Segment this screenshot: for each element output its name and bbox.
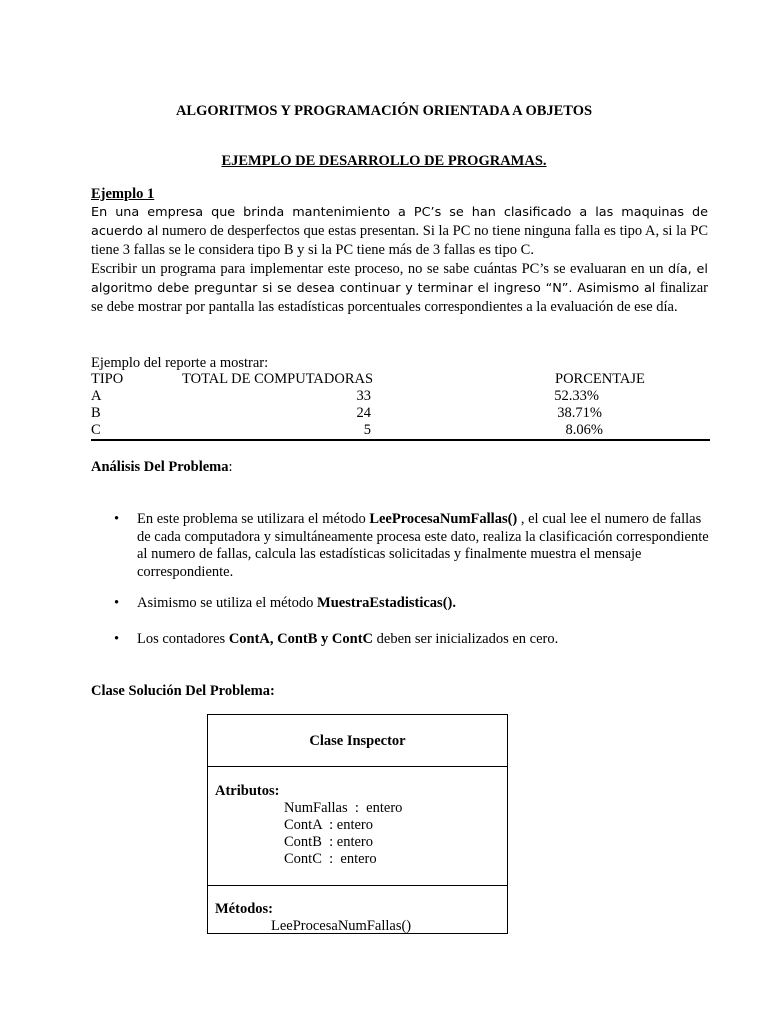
attribute-item: ContC : entero [284,851,377,867]
paragraph2-c: finalizar se debe mostrar por pantalla las estadísticas porcentuales correspondientes a la evaluación de ese día. [91,280,709,315]
attribute-item: ContA : entero [284,817,374,833]
cell-total: 5 [182,422,437,440]
analysis-bullet-list [91,595,711,613]
cell-porcentaje: 52.33% [554,388,599,404]
method-item: LeeProcesaNumFallas() [271,918,412,934]
document-title: ALGORITMOS Y PROGRAMACIÓN ORIENTADA A OBJETOS [175,103,593,119]
table-row [91,405,710,422]
class-section-heading: Clase Solución Del Problema: [91,683,275,699]
methods-label: Métodos: [215,901,273,917]
cell-porcentaje: 38.71% [557,405,602,421]
report-header-row [91,371,710,388]
header-tipo: TIPO [91,371,124,387]
class-diagram [207,714,508,934]
list-item: • Asimismo se utiliza el método MuestraEstadisticas(). [114,595,456,611]
cell-tipo: B [91,405,101,421]
example-heading: Ejemplo 1 [91,186,155,202]
list-item: • Los contadores ContA, ContB y ContC deben ser inicializados en cero. [114,631,559,647]
bullet-icon: • [114,595,120,611]
attributes-label: Atributos: [215,783,280,799]
paragraph1-rest: numero de desperfectos que estas presentan. Si la PC no tiene ninguna falla es tipo A, si la PC tiene 3 fallas se le considera tipo B y si la PC tiene más de 3 fallas es tipo C. [91,223,708,258]
document-subtitle: EJEMPLO DE DESARROLLO DE PROGRAMAS. [221,153,547,169]
class-name: Clase Inspector [208,715,507,767]
method-name: MuestraEstadisticas(). [317,595,456,611]
class-methods [208,886,507,933]
attribute-item: ContB : entero [284,834,374,850]
paragraph1-line1: En una empresa que brinda mantenimiento a PC’s se han clasificado a las maquinas de acuerdo al [91,205,708,239]
cell-total: 33 [356,388,371,404]
list-item: • En este problema se utilizara el método LeeProcesaNumFallas() , el cual lee el numero de fallas de cada computadora y simultáneamente procesa este dato, realiza la clasificación correspondiente al numero de fallas, calcula las estadísticas solicitadas y finalmente muestra el mensaje correspondiente. [114,511,709,580]
counter-names: ContA, ContB y ContC [228,631,374,647]
attribute-item: NumFallas : entero [284,800,403,816]
paragraph2-a: Escribir un programa para implementar este proceso, no se sabe cuántas PC’s se evaluaran en un [91,261,664,277]
analysis-heading: Análisis Del Problema: [91,459,233,475]
header-porcentaje: PORCENTAJE [555,371,645,387]
report-intro: Ejemplo del reporte a mostrar: [91,355,269,371]
header-total: TOTAL DE COMPUTADORAS [182,371,374,387]
class-attributes [208,767,507,886]
cell-tipo: A [91,388,102,404]
analysis-bullet-list [91,511,711,581]
cell-tipo: C [91,422,182,440]
bullet-icon: • [114,511,120,527]
table-row [91,388,710,405]
cell-porcentaje: 8.06% [437,422,710,440]
paragraph2-b: día, el algoritmo debe preguntar si se desea continuar y terminar el ingreso “N”. Asimismo al [91,262,708,296]
report-table [91,371,710,441]
method-name: LeeProcesaNumFallas() [369,511,518,527]
analysis-bullet-list [91,631,711,649]
cell-total: 24 [356,405,371,421]
bullet-icon: • [114,631,120,647]
example-description [91,203,708,317]
table-row [91,422,710,440]
